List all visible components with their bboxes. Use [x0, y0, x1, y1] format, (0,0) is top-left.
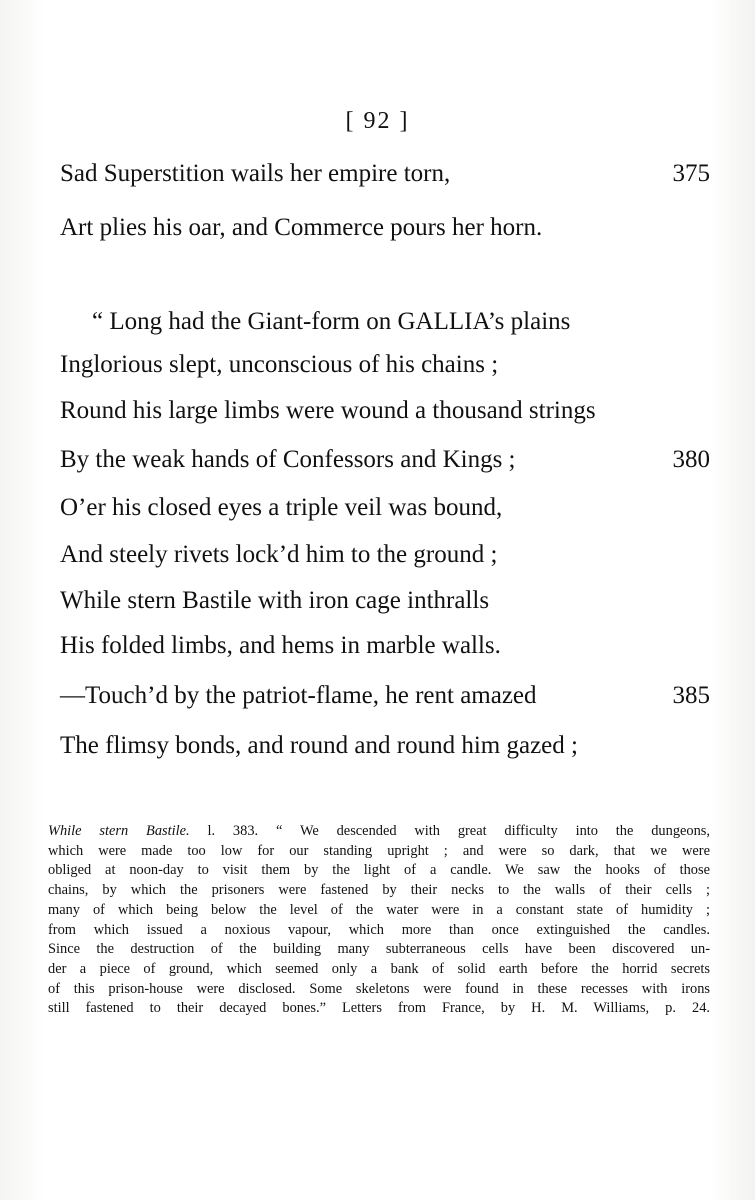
footnote-line: Since the destruction of the building many subterraneous cells have been discovered un-	[48, 941, 710, 958]
verse-text: —Touch’d by the patriot-flame, he rent amazed	[60, 682, 537, 709]
verse-line	[60, 446, 710, 474]
footnote-line: which were made too low for our standing upright ; and were so dark, that we were	[48, 842, 710, 859]
verse-text: O’er his closed eyes a triple veil was bound,	[60, 494, 503, 521]
footnote-line: of this prison-house were disclosed. Some skeletons were found in these recesses with irons	[48, 980, 710, 997]
verse-line	[60, 397, 710, 425]
verse-text: “ Long had the Giant-form on GALLIA’s plains	[92, 308, 571, 335]
verse-text: Round his large limbs were wound a thousand strings	[60, 397, 596, 424]
verse-line	[60, 732, 710, 760]
verse-text: Art plies his oar, and Commerce pours her horn.	[60, 214, 543, 241]
verse-text: The flimsy bonds, and round and round him gazed ;	[60, 732, 578, 759]
footnote-line: chains, by which the prisoners were fastened by their necks to the walls of their cells ;	[48, 882, 710, 899]
verse-text: Inglorious slept, unconscious of his chains ;	[60, 351, 499, 378]
verse-line	[60, 214, 710, 242]
verse-line	[60, 351, 710, 379]
verse-line	[60, 632, 710, 660]
verse-line	[60, 541, 710, 569]
page-number: [ 92 ]	[345, 108, 410, 134]
footnote-line: many of which being below the level of the water were in a constant state of humidity ;	[48, 901, 710, 918]
verse-text: Sad Superstition wails her empire torn,	[60, 160, 451, 187]
verse-text: And steely rivets lock’d him to the ground ;	[60, 541, 498, 568]
verse-line	[92, 308, 710, 336]
line-number: 385	[672, 682, 710, 709]
line-number: 380	[672, 446, 710, 473]
verse-line	[60, 160, 710, 188]
verse-text: While stern Bastile with iron cage inthralls	[60, 587, 490, 614]
footnote-line: der a piece of ground, which seemed only a bank of solid earth before the horrid secrets	[48, 960, 710, 977]
footnote-line: from which issued a noxious vapour, which more than once extinguished the candles.	[48, 921, 710, 938]
verse-text: His folded limbs, and hems in marble walls.	[60, 632, 501, 659]
footnote-line: While stern Bastile. l. 383. “ We descended with great difficulty into the dungeons,	[48, 823, 710, 839]
verse-line	[60, 494, 710, 522]
footnote-line: obliged at noon-day to visit them by the light of a candle. We saw the hooks of those	[48, 862, 710, 879]
footnote-line: still fastened to their decayed bones.” Letters from France, by H. M. Williams, p. 24.	[48, 1000, 710, 1017]
footnote	[48, 822, 710, 1019]
verse-text: By the weak hands of Confessors and Kings ;	[60, 446, 516, 473]
footnote-reference: While stern Bastile.	[48, 823, 190, 839]
verse-line	[60, 587, 710, 615]
line-number: 375	[672, 160, 710, 187]
verse-line	[60, 682, 710, 710]
